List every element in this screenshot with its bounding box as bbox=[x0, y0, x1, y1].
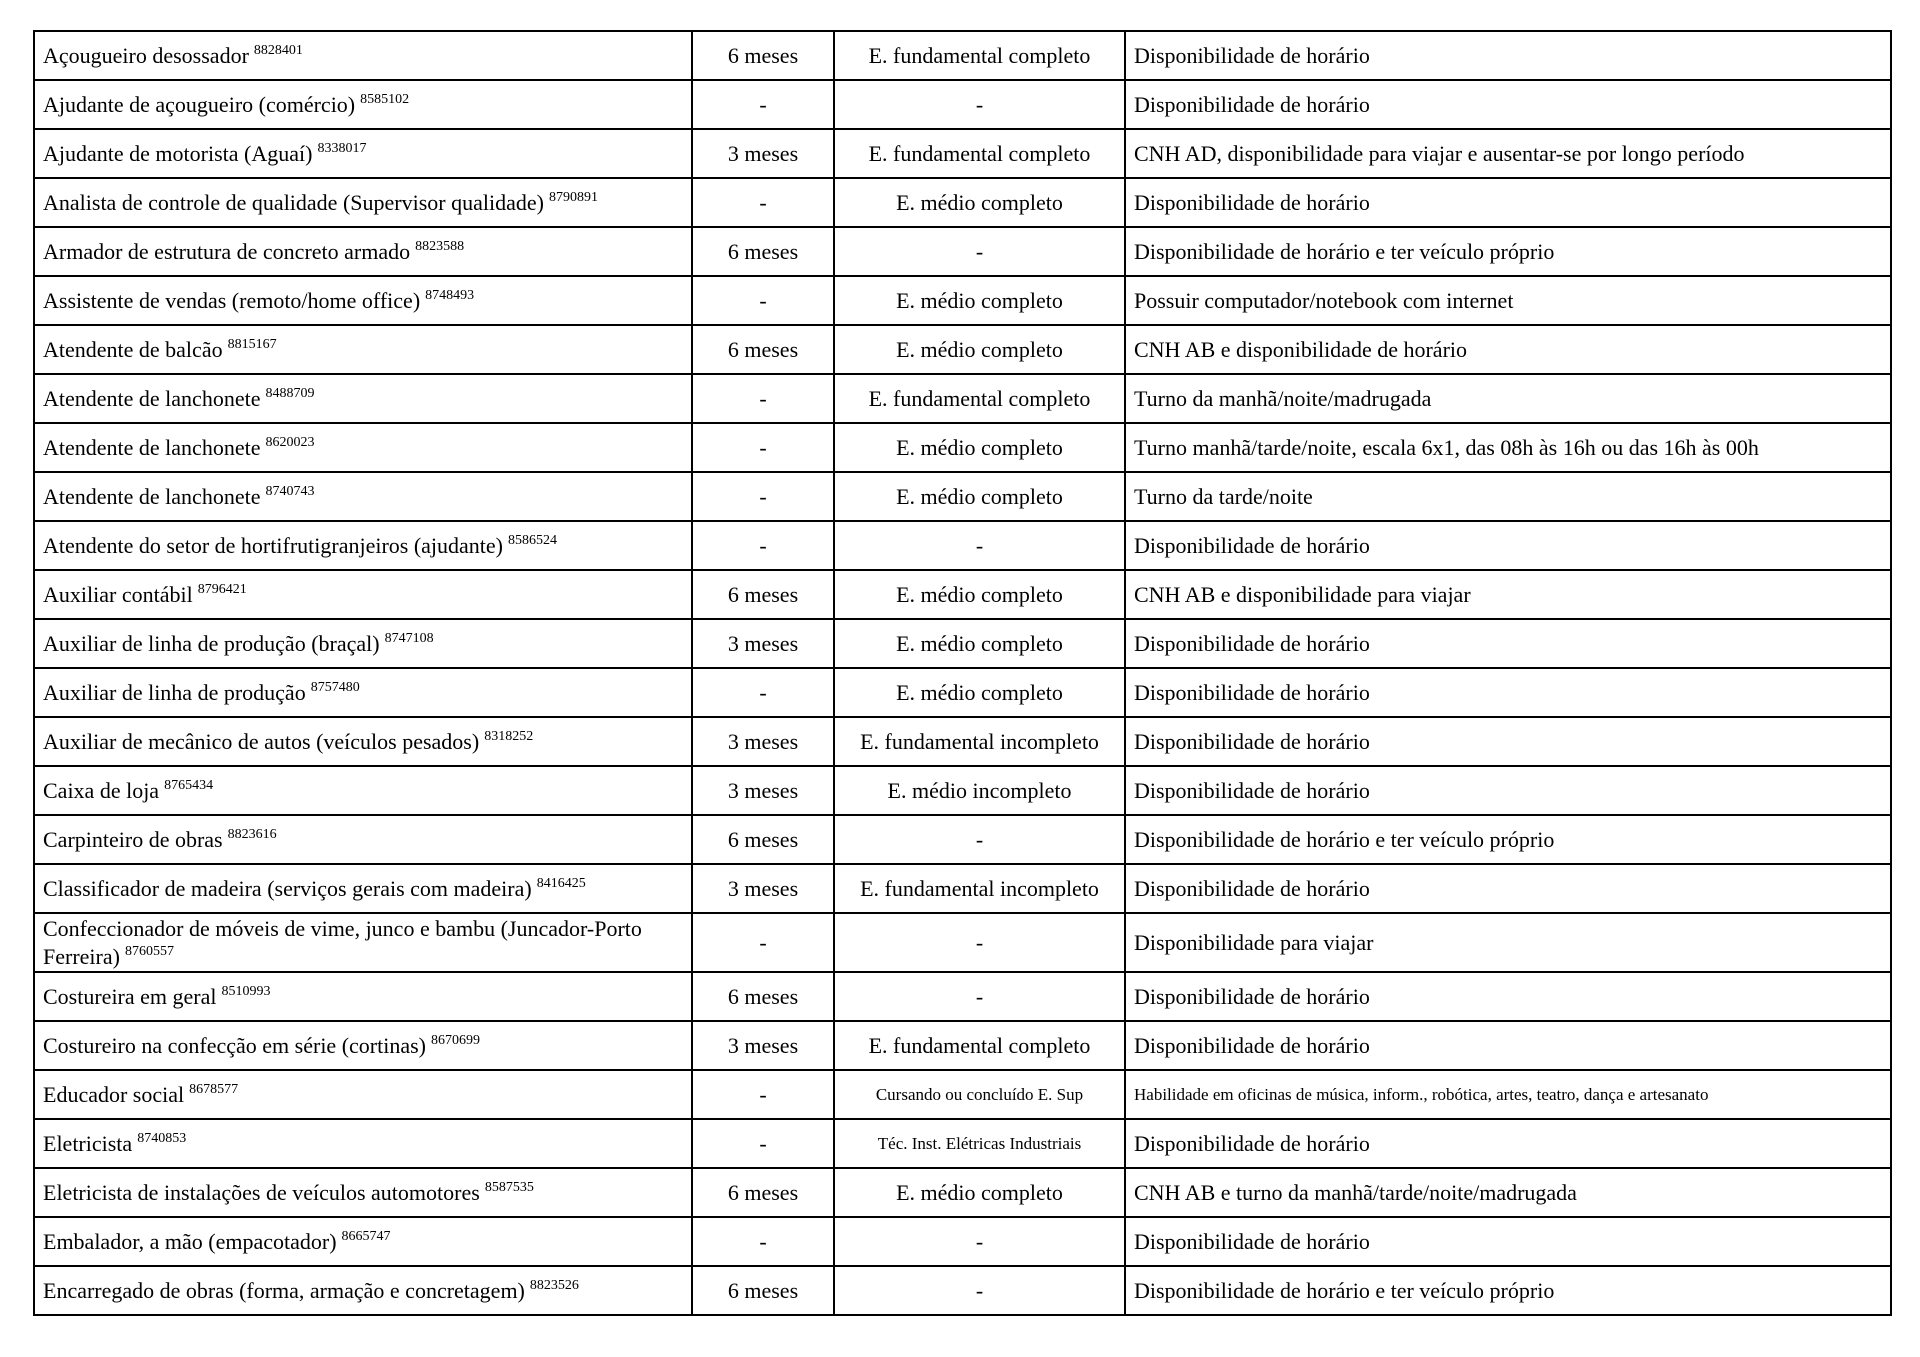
job-title-cell bbox=[34, 80, 692, 129]
table-row bbox=[34, 325, 1891, 374]
table-row bbox=[34, 1021, 1891, 1070]
job-title: Armador de estrutura de concreto armado bbox=[43, 238, 411, 264]
job-title: Educador social bbox=[43, 1081, 185, 1107]
experience-cell: - bbox=[692, 472, 834, 521]
requirements-cell: Disponibilidade de horário bbox=[1125, 521, 1891, 570]
experience-cell: 6 meses bbox=[692, 325, 834, 374]
experience-cell: - bbox=[692, 80, 834, 129]
job-title: Embalador, a mão (empacotador) bbox=[43, 1228, 337, 1254]
table-row bbox=[34, 570, 1891, 619]
job-title-cell bbox=[34, 972, 692, 1021]
job-code: 8757480 bbox=[310, 680, 360, 696]
experience-cell: 6 meses bbox=[692, 227, 834, 276]
job-code: 8747108 bbox=[384, 631, 434, 647]
education-cell: E. médio completo bbox=[834, 668, 1125, 717]
job-code: 8670699 bbox=[431, 1033, 480, 1049]
job-title: Auxiliar contábil bbox=[43, 581, 193, 607]
requirements-cell: Disponibilidade de horário bbox=[1125, 31, 1891, 80]
table-row bbox=[34, 374, 1891, 423]
requirements-cell: Disponibilidade de horário bbox=[1125, 668, 1891, 717]
education-cell: E. médio completo bbox=[834, 325, 1125, 374]
job-title-cell bbox=[34, 1119, 692, 1168]
requirements-cell: Disponibilidade de horário bbox=[1125, 178, 1891, 227]
job-code: 8338017 bbox=[317, 141, 367, 157]
education-cell: - bbox=[834, 1217, 1125, 1266]
table-row bbox=[34, 1119, 1891, 1168]
table-row bbox=[34, 766, 1891, 815]
job-title-cell bbox=[34, 325, 692, 374]
requirements-cell: Disponibilidade de horário e ter veículo próprio bbox=[1125, 815, 1891, 864]
job-title-cell bbox=[34, 472, 692, 521]
requirements-cell: Disponibilidade para viajar bbox=[1125, 913, 1891, 972]
requirements-cell: Turno manhã/tarde/noite, escala 6x1, das 08h às 16h ou das 16h às 00h bbox=[1125, 423, 1891, 472]
requirements-cell: CNH AB e disponibilidade de horário bbox=[1125, 325, 1891, 374]
job-code: 8823616 bbox=[227, 827, 277, 843]
requirements-cell: Disponibilidade de horário bbox=[1125, 766, 1891, 815]
job-code: 8488709 bbox=[265, 386, 315, 402]
table-row bbox=[34, 864, 1891, 913]
requirements-cell: CNH AD, disponibilidade para viajar e ausentar-se por longo período bbox=[1125, 129, 1891, 178]
table-row bbox=[34, 1217, 1891, 1266]
education-cell: E. fundamental incompleto bbox=[834, 717, 1125, 766]
job-code: 8318252 bbox=[484, 729, 534, 745]
job-title: Auxiliar de mecânico de autos (veículos pesados) bbox=[43, 728, 480, 754]
job-title-cell bbox=[34, 1070, 692, 1119]
education-cell: - bbox=[834, 521, 1125, 570]
table-row bbox=[34, 423, 1891, 472]
education-cell: - bbox=[834, 227, 1125, 276]
education-cell: Cursando ou concluído E. Sup bbox=[834, 1070, 1125, 1119]
table-row bbox=[34, 815, 1891, 864]
job-title-cell bbox=[34, 815, 692, 864]
job-code: 8678577 bbox=[189, 1082, 239, 1098]
job-title: Classificador de madeira (serviços gerais com madeira) bbox=[43, 875, 532, 901]
experience-cell: - bbox=[692, 423, 834, 472]
job-title-cell bbox=[34, 423, 692, 472]
job-title-cell bbox=[34, 1021, 692, 1070]
education-cell: - bbox=[834, 972, 1125, 1021]
job-title-cell bbox=[34, 521, 692, 570]
education-cell: E. médio completo bbox=[834, 570, 1125, 619]
experience-cell: 3 meses bbox=[692, 129, 834, 178]
job-title: Costureira em geral bbox=[43, 983, 217, 1009]
requirements-cell: Disponibilidade de horário e ter veículo próprio bbox=[1125, 227, 1891, 276]
experience-cell: - bbox=[692, 178, 834, 227]
job-code: 8815167 bbox=[227, 337, 277, 353]
education-cell: - bbox=[834, 913, 1125, 972]
job-title-cell bbox=[34, 766, 692, 815]
table-row bbox=[34, 913, 1891, 972]
table-row bbox=[34, 717, 1891, 766]
job-code: 8748493 bbox=[425, 288, 475, 304]
job-title: Caixa de loja bbox=[43, 777, 160, 803]
table-row bbox=[34, 972, 1891, 1021]
education-cell: E. médio completo bbox=[834, 472, 1125, 521]
experience-cell: 6 meses bbox=[692, 1266, 834, 1315]
job-title-cell bbox=[34, 31, 692, 80]
job-title-cell bbox=[34, 717, 692, 766]
job-code: 8790891 bbox=[548, 190, 598, 206]
education-cell: E. médio completo bbox=[834, 423, 1125, 472]
experience-cell: 3 meses bbox=[692, 717, 834, 766]
experience-cell: 6 meses bbox=[692, 972, 834, 1021]
table-row bbox=[34, 276, 1891, 325]
job-title: Encarregado de obras (forma, armação e concretagem) bbox=[43, 1277, 525, 1303]
education-cell: Téc. Inst. Elétricas Industriais bbox=[834, 1119, 1125, 1168]
job-title-cell bbox=[34, 1168, 692, 1217]
requirements-cell: Turno da tarde/noite bbox=[1125, 472, 1891, 521]
experience-cell: 6 meses bbox=[692, 1168, 834, 1217]
experience-cell: - bbox=[692, 374, 834, 423]
job-title: Atendente de lanchonete bbox=[43, 385, 261, 411]
job-title-cell bbox=[34, 864, 692, 913]
requirements-cell: Possuir computador/notebook com internet bbox=[1125, 276, 1891, 325]
education-cell: E. médio completo bbox=[834, 178, 1125, 227]
table-row bbox=[34, 227, 1891, 276]
education-cell: E. fundamental completo bbox=[834, 129, 1125, 178]
job-code: 8510993 bbox=[221, 984, 271, 1000]
education-cell: E. fundamental incompleto bbox=[834, 864, 1125, 913]
job-code: 8760557 bbox=[124, 944, 174, 960]
table-row bbox=[34, 178, 1891, 227]
document-page bbox=[33, 30, 1892, 1316]
job-code: 8587535 bbox=[484, 1180, 534, 1196]
job-title: Auxiliar de linha de produção (braçal) bbox=[43, 630, 380, 656]
education-cell: - bbox=[834, 1266, 1125, 1315]
job-title: Ajudante de motorista (Aguaí) bbox=[43, 140, 313, 166]
experience-cell: 3 meses bbox=[692, 864, 834, 913]
experience-cell: 6 meses bbox=[692, 31, 834, 80]
job-title-cell bbox=[34, 178, 692, 227]
job-title-cell bbox=[34, 227, 692, 276]
job-title: Assistente de vendas (remoto/home office) bbox=[43, 287, 421, 313]
job-title: Atendente de lanchonete bbox=[43, 434, 261, 460]
job-title-cell bbox=[34, 276, 692, 325]
vacancies-table-body bbox=[34, 31, 1891, 1315]
job-code: 8585102 bbox=[360, 92, 410, 108]
job-code: 8796421 bbox=[197, 582, 247, 598]
job-title: Atendente de lanchonete bbox=[43, 483, 261, 509]
job-title: Eletricista de instalações de veículos automotores bbox=[43, 1179, 480, 1205]
requirements-cell: Disponibilidade de horário bbox=[1125, 619, 1891, 668]
job-title-cell bbox=[34, 668, 692, 717]
job-code: 8416425 bbox=[536, 876, 586, 892]
requirements-cell: Disponibilidade de horário e ter veículo próprio bbox=[1125, 1266, 1891, 1315]
education-cell: E. médio completo bbox=[834, 276, 1125, 325]
experience-cell: - bbox=[692, 913, 834, 972]
requirements-cell: Disponibilidade de horário bbox=[1125, 1021, 1891, 1070]
experience-cell: - bbox=[692, 276, 834, 325]
experience-cell: - bbox=[692, 521, 834, 570]
requirements-cell: CNH AB e turno da manhã/tarde/noite/madrugada bbox=[1125, 1168, 1891, 1217]
job-code: 8765434 bbox=[164, 778, 214, 794]
experience-cell: - bbox=[692, 1119, 834, 1168]
job-title-cell bbox=[34, 570, 692, 619]
requirements-cell: Disponibilidade de horário bbox=[1125, 864, 1891, 913]
education-cell: - bbox=[834, 815, 1125, 864]
job-title-cell bbox=[34, 374, 692, 423]
education-cell: E. médio completo bbox=[834, 619, 1125, 668]
education-cell: - bbox=[834, 80, 1125, 129]
job-code: 8740743 bbox=[265, 484, 315, 500]
experience-cell: 6 meses bbox=[692, 570, 834, 619]
job-title-cell bbox=[34, 619, 692, 668]
job-title-cell bbox=[34, 1266, 692, 1315]
job-code: 8740853 bbox=[137, 1131, 187, 1147]
job-title: Ajudante de açougueiro (comércio) bbox=[43, 91, 356, 117]
experience-cell: 3 meses bbox=[692, 1021, 834, 1070]
job-title-cell bbox=[34, 1217, 692, 1266]
table-row bbox=[34, 619, 1891, 668]
education-cell: E. médio incompleto bbox=[834, 766, 1125, 815]
job-title: Eletricista bbox=[43, 1130, 133, 1156]
experience-cell: - bbox=[692, 1070, 834, 1119]
table-row bbox=[34, 521, 1891, 570]
requirements-cell: Turno da manhã/noite/madrugada bbox=[1125, 374, 1891, 423]
job-title: Costureiro na confecção em série (cortinas) bbox=[43, 1032, 426, 1058]
experience-cell: - bbox=[692, 668, 834, 717]
table-row bbox=[34, 1168, 1891, 1217]
vacancies-table bbox=[33, 30, 1892, 1316]
requirements-cell: Disponibilidade de horário bbox=[1125, 80, 1891, 129]
requirements-cell: Disponibilidade de horário bbox=[1125, 972, 1891, 1021]
job-code: 8586524 bbox=[508, 533, 558, 549]
job-title: Carpinteiro de obras bbox=[43, 826, 223, 852]
job-code: 8823588 bbox=[415, 239, 465, 255]
job-title: Atendente de balcão bbox=[43, 336, 223, 362]
experience-cell: - bbox=[692, 1217, 834, 1266]
education-cell: E. fundamental completo bbox=[834, 31, 1125, 80]
job-title: Açougueiro desossador bbox=[43, 42, 249, 68]
table-row bbox=[34, 31, 1891, 80]
experience-cell: 3 meses bbox=[692, 619, 834, 668]
job-code: 8665747 bbox=[341, 1229, 391, 1245]
requirements-cell: Disponibilidade de horário bbox=[1125, 717, 1891, 766]
requirements-cell: Disponibilidade de horário bbox=[1125, 1119, 1891, 1168]
job-title-cell bbox=[34, 129, 692, 178]
requirements-cell: Disponibilidade de horário bbox=[1125, 1217, 1891, 1266]
job-code: 8823526 bbox=[529, 1278, 579, 1294]
education-cell: E. fundamental completo bbox=[834, 374, 1125, 423]
table-row bbox=[34, 472, 1891, 521]
education-cell: E. fundamental completo bbox=[834, 1021, 1125, 1070]
table-row bbox=[34, 1266, 1891, 1315]
job-title-cell bbox=[34, 913, 692, 972]
job-title: Atendente do setor de hortifrutigranjeiros (ajudante) bbox=[43, 532, 504, 558]
job-code: 8828401 bbox=[253, 43, 303, 59]
requirements-cell: CNH AB e disponibilidade para viajar bbox=[1125, 570, 1891, 619]
table-row bbox=[34, 1070, 1891, 1119]
job-code: 8620023 bbox=[265, 435, 315, 451]
table-row bbox=[34, 129, 1891, 178]
table-row bbox=[34, 668, 1891, 717]
table-row bbox=[34, 80, 1891, 129]
experience-cell: 6 meses bbox=[692, 815, 834, 864]
job-title: Analista de controle de qualidade (Supervisor qualidade) bbox=[43, 189, 544, 215]
education-cell: E. médio completo bbox=[834, 1168, 1125, 1217]
requirements-cell: Habilidade em oficinas de música, inform., robótica, artes, teatro, dança e artesanato bbox=[1125, 1070, 1891, 1119]
job-title: Auxiliar de linha de produção bbox=[43, 679, 306, 705]
job-title: Confeccionador de móveis de vime, junco e bambu (Juncador-Porto Ferreira) bbox=[43, 916, 642, 969]
experience-cell: 3 meses bbox=[692, 766, 834, 815]
